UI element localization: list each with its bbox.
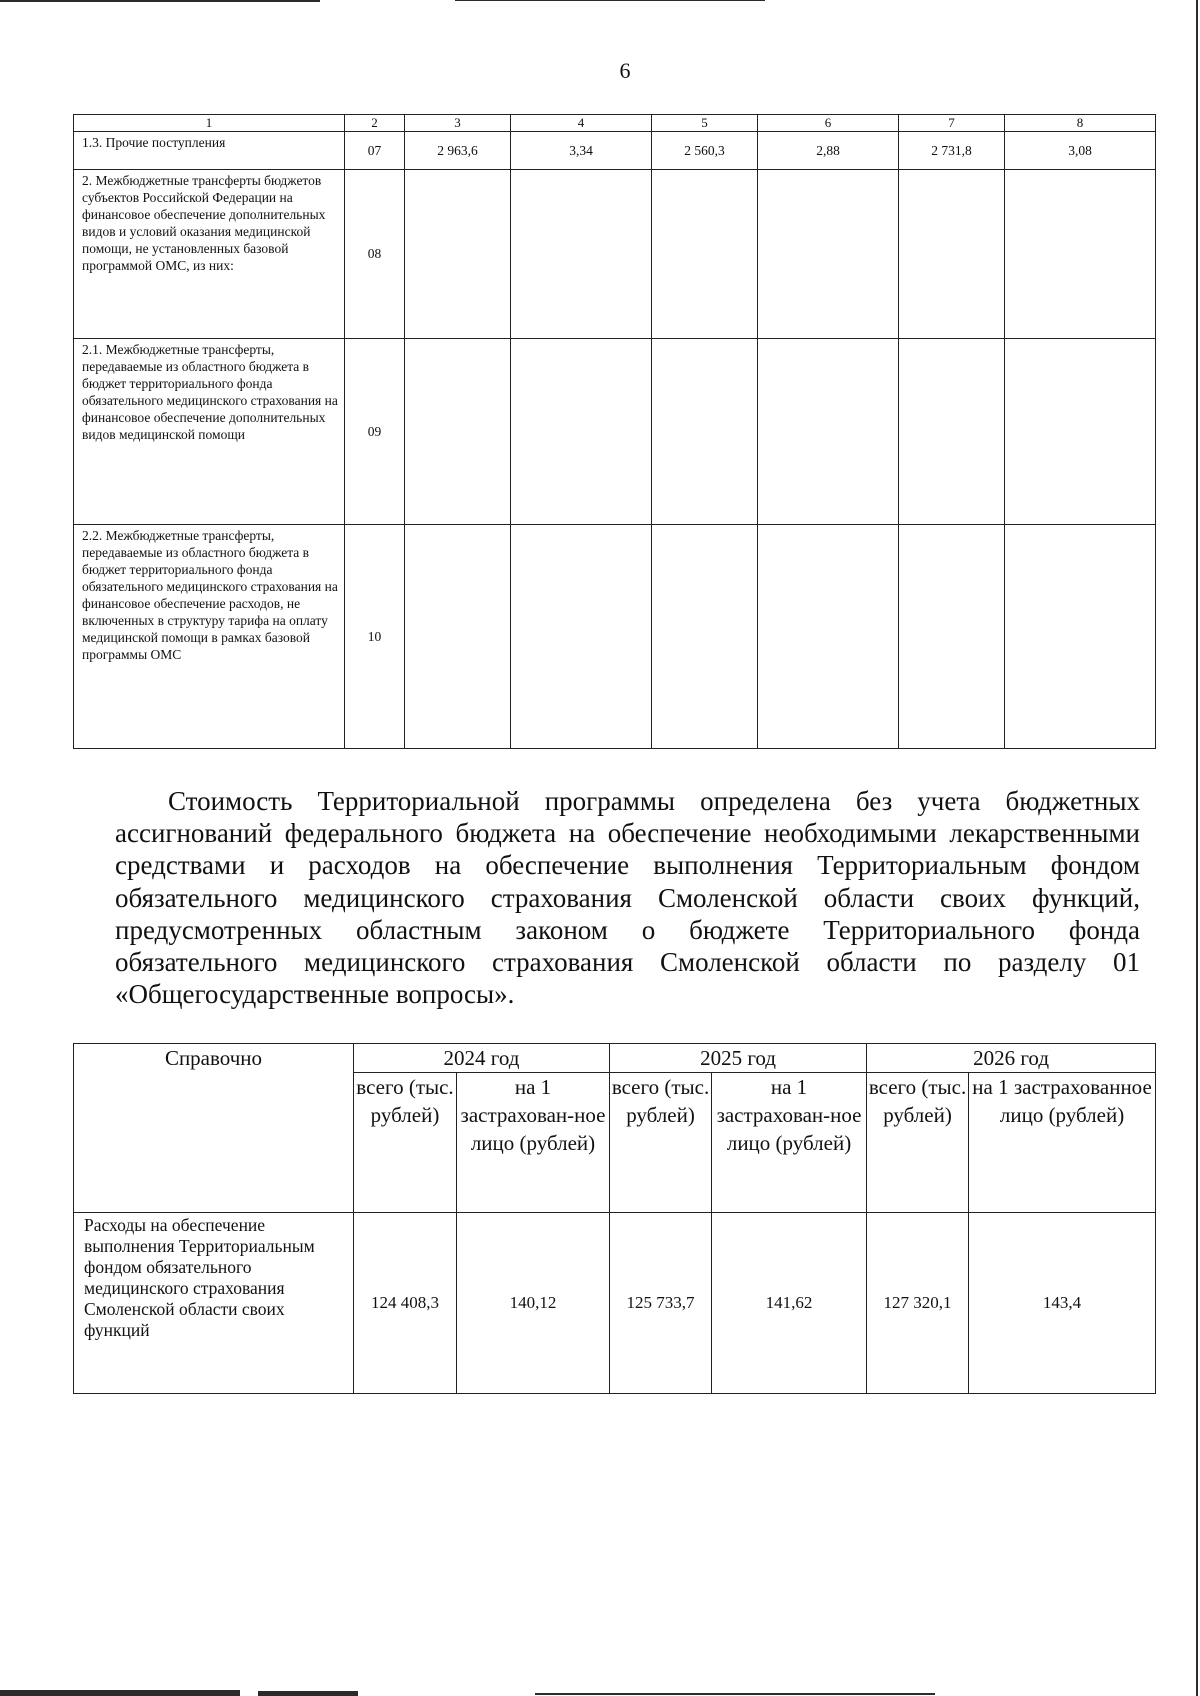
table-row [74, 170, 1156, 339]
table-header-row [74, 1044, 1156, 1073]
row-description: 1.3. Прочие поступления [74, 132, 345, 170]
subheader-total: всего (тыс. рублей) [867, 1073, 969, 1213]
cell-value [899, 170, 1005, 339]
cell-value [758, 525, 899, 749]
cell-value: 2 560,3 [652, 132, 758, 170]
row-description: 2.1. Межбюджетные трансферты, передаваемые из областного бюджета в бюджет территориального фонда обязательного медицинского страхования на финансовое обеспечение дополнительных видов медицинской помощи [74, 339, 345, 525]
row-code: 08 [345, 170, 405, 339]
scan-edge-mark [535, 1693, 935, 1695]
cell-value [652, 339, 758, 525]
column-number: 5 [652, 115, 758, 132]
scan-edge-mark [165, 1691, 240, 1696]
row-description: 2.2. Межбюджетные трансферты, передаваемые из областного бюджета в бюджет территориального фонда обязательного медицинского страхования на финансовое обеспечение расходов, не включенных в структуру тарифа на оплату медицинской помощи в рамках базовой программы ОМС [74, 525, 345, 749]
cell-value [511, 170, 652, 339]
cell-value: 2,88 [758, 132, 899, 170]
row-code: 09 [345, 339, 405, 525]
subheader-total: всего (тыс. рублей) [354, 1073, 457, 1213]
cell-value: 143,4 [969, 1213, 1156, 1394]
table-header-row [74, 115, 1156, 132]
cell-value [899, 339, 1005, 525]
cell-value: 127 320,1 [867, 1213, 969, 1394]
reference-label-header: Справочно [74, 1044, 354, 1213]
page-number: 6 [619, 58, 631, 83]
scan-edge-mark [455, 0, 765, 1]
scan-edge-mark [1196, 0, 1198, 1696]
row-description: 2. Межбюджетные трансферты бюджетов субъектов Российской Федерации на финансовое обеспечение дополнительных видов и условий оказания медицинской помощи, не установленных базовой программой ОМС, из них: [74, 170, 345, 339]
cell-value [758, 170, 899, 339]
table-row [74, 132, 1156, 170]
cell-value: 124 408,3 [354, 1213, 457, 1394]
column-number: 7 [899, 115, 1005, 132]
cost-explanation-paragraph: Стоимость Территориальной программы определена без учета бюджетных ассигнований федерального бюджета на обеспечение необходимыми лекарственными средствами и расходов на обеспечение выполнения Территориальным фондом обязательного медицинского страхования Смоленской области своих функций, предусмотренных областным законом о бюджете Территориального фонда обязательного медицинского страхования Смоленской области по разделу 01 «Общегосударственные вопросы». [115, 786, 1140, 1010]
table-row [74, 1213, 1156, 1394]
subheader-per-insured: на 1 застрахован-ное лицо (рублей) [712, 1073, 867, 1213]
subheader-per-insured: на 1 застрахован-ное лицо (рублей) [457, 1073, 610, 1213]
subheader-total: всего (тыс. рублей) [610, 1073, 712, 1213]
expense-label: Расходы на обеспечение выполнения Территориальным фондом обязательного медицинского страхования Смоленской области своих функций [74, 1213, 354, 1394]
cell-value: 3,34 [511, 132, 652, 170]
column-number: 4 [511, 115, 652, 132]
cell-value [758, 339, 899, 525]
column-number: 2 [345, 115, 405, 132]
column-number: 6 [758, 115, 899, 132]
revenue-table [73, 114, 1156, 749]
scan-edge-mark [0, 0, 320, 2]
cell-value [652, 525, 758, 749]
cell-value [1005, 339, 1156, 525]
cell-value [1005, 170, 1156, 339]
cell-value: 140,12 [457, 1213, 610, 1394]
subheader-per-insured: на 1 застрахованное лицо (рублей) [969, 1073, 1156, 1213]
cell-value [899, 525, 1005, 749]
cell-value: 125 733,7 [610, 1213, 712, 1394]
row-code: 07 [345, 132, 405, 170]
cell-value: 141,62 [712, 1213, 867, 1394]
cell-value [1005, 525, 1156, 749]
cell-value [511, 339, 652, 525]
column-number: 1 [74, 115, 345, 132]
cell-value [652, 170, 758, 339]
cell-value: 2 731,8 [899, 132, 1005, 170]
cell-value [511, 525, 652, 749]
table-row [74, 339, 1156, 525]
cell-value [405, 525, 511, 749]
cell-value: 2 963,6 [405, 132, 511, 170]
year-header: 2024 год [354, 1044, 610, 1073]
row-code: 10 [345, 525, 405, 749]
year-header: 2026 год [867, 1044, 1156, 1073]
column-number: 8 [1005, 115, 1156, 132]
year-header: 2025 год [610, 1044, 867, 1073]
table-row [74, 525, 1156, 749]
scan-edge-mark [258, 1691, 358, 1696]
cell-value [405, 339, 511, 525]
column-number: 3 [405, 115, 511, 132]
cell-value [405, 170, 511, 339]
cell-value: 3,08 [1005, 132, 1156, 170]
reference-expenses-table [73, 1043, 1156, 1394]
